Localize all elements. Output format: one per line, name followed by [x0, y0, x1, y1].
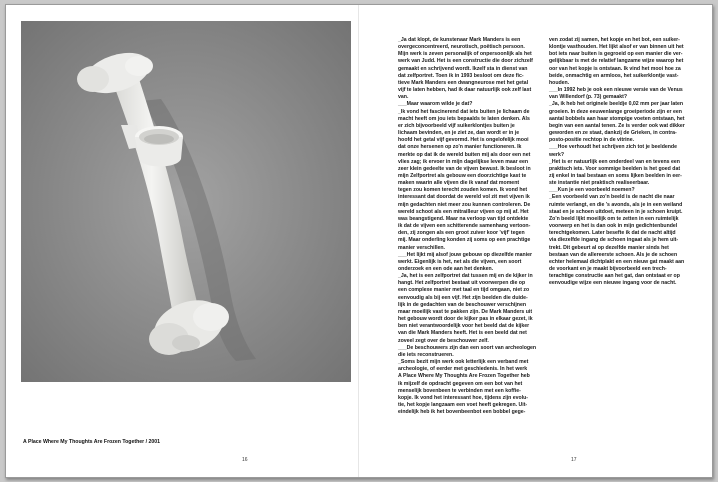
text-line: onderzoek en een ode aan het denken. — [398, 266, 494, 272]
text-line: lijk in de gedachten van de beschouwer verschijnen — [398, 301, 526, 308]
text-line: manier verschillen. — [398, 244, 445, 251]
text-line: bestaan van de allereerste schoen. Als je de schoen — [549, 251, 678, 258]
text-line: ven zodat zij samen, het kopje en het bot, een suiker- — [549, 37, 680, 43]
text-line: van Willendorf (p. 73) gemaakt? — [549, 94, 628, 101]
text-line: ___De beschouwers zijn dan een soort van archeologen — [398, 344, 537, 351]
text-line: mijn Zelfportret als gebouw een doorzichtige kast te — [398, 172, 527, 179]
text-line: hoofd het getal vijf gevormd. Het is ongelofelijk mooi — [398, 137, 529, 144]
text-line: ruimte verlangt, en die 's avonds, als je in een weiland — [549, 201, 683, 208]
text-line: het gebouw wordt door de kijker pas in elkaar gezet, ik — [398, 316, 533, 323]
text-line: groeien. In deze eeuwenlange groeiperiode zijn er een — [549, 108, 682, 115]
text-line: gelijkbaar is met de relatief langzame wijze waarop het — [549, 58, 684, 65]
text-line: maken waarin alle vijven die ik vanaf dat moment — [398, 180, 520, 187]
text-line: posto-positie rechtop in de vitrine. — [549, 137, 635, 144]
text-line: ik mijzelf de opdracht gegeven om een bot van het — [398, 380, 523, 387]
text-line: eindelijk heb ik het bovenbeenbot een bobbel gege- — [398, 409, 526, 416]
text-line: werk van Judd. Het is een constructie die door zichzelf — [398, 58, 533, 65]
photo-caption: A Place Where My Thoughts Are Frozen Together / 2001 — [23, 439, 161, 445]
text-line: terechtgekomen. Later besefte ik dat de nacht altijd — [549, 230, 676, 237]
text-line: kopje. Ik vond het interessant hoe, tijdens zijn evolu- — [398, 394, 528, 401]
text-line: beide, onmachtig en armloos, het suikerklontje vast- — [549, 72, 679, 79]
text-line: _Ik vond het fascinerend dat iets buiten je lichaam de — [398, 108, 530, 115]
text-line: werk? — [549, 151, 564, 158]
text-line: geworden en ze staat, dankzij de Grieken, in contra- — [549, 130, 677, 137]
text-line: tieve Mark Manders een dwangneurose met het getal — [398, 79, 529, 86]
text-column-1 — [398, 37, 537, 416]
text-line: ___Kun je een voorbeeld noemen? — [549, 187, 635, 194]
gutter — [358, 5, 359, 477]
text-line: een complexe manier met taal en tijd omgaan, niet zo — [398, 287, 530, 294]
text-line: voorwerp en het is dan ook in mijn gedichtenbundel — [549, 223, 678, 230]
page-number-right: 17 — [571, 457, 577, 463]
text-line: interessant dat doordat de wereld vol zit met vijven ik — [398, 194, 530, 201]
text-line: maar moeilijk vast te pakken zijn. De Mark Manders uit — [398, 308, 533, 315]
text-line: was beangstigend. Maar na verloop van tijd ontdekte — [398, 215, 529, 222]
text-line: klontje vasthouden. Het lijkt alsof er van binnen uit het — [549, 44, 684, 51]
text-line: aantal bobbels aan haar stompige voeten ontstaan, het — [549, 115, 685, 122]
text-line: werkt. Eigenlijk is het, net als die vijven, een soort — [398, 258, 522, 265]
text-line: _Soms bezit mijn werk ook letterlijk een verband met — [398, 359, 529, 366]
text-line: hangt. Het zelfportret bestaat uit voorwerpen die op — [398, 280, 526, 287]
text-line: zeer klein gedeelte van de vijven bewust. Ik besloot in — [398, 165, 531, 172]
text-line: ___In 1992 heb je ook een nieuwe versie van de Venus — [549, 87, 683, 94]
text-line: van. — [398, 94, 409, 101]
text-line: die iets reconstrueren. — [398, 351, 454, 358]
text-line: macht heeft om jou iets bepaalds te laten denken. Als — [398, 115, 530, 122]
text-line: eenvoudig als bij een vijf. Het zijn beelden die duide- — [398, 294, 528, 301]
text-line: _Het is er natuurlijk een onderdeel van en tevens een — [549, 158, 680, 165]
text-line: ik dat de vijven een schitterende samenhang vertoon- — [398, 223, 531, 230]
text-line: trekt. Dit gebeurt al op dezelfde manier sinds het — [549, 244, 669, 251]
text-line: vijf te laten hebben, had ik daar natuurlijk ook zelf last — [398, 87, 532, 94]
text-line: A Place Where My Thoughts Are Frozen Together heb — [398, 373, 530, 380]
text-line: ___Maar waarom wilde je dat? — [398, 101, 473, 108]
page-number-left: 16 — [242, 457, 248, 463]
text-line: wereld schoot als een mitrailleur vijven op mij af. Het — [398, 208, 529, 215]
text-line: echter helemaal dichtplakt en een nieuw gat maakt aan — [549, 258, 685, 265]
text-line: dat onze hersenen op zo'n manier functioneren. Ik — [398, 144, 522, 151]
text-line: bot iets naar buiten is gegroeid op een manier die ver- — [549, 51, 683, 58]
text-line: er zich bijvoorbeeld vijf suikerklontjes buiten je — [398, 122, 515, 129]
text-line: merkte op dat ik de wereld buiten mij als door een net — [398, 151, 531, 158]
text-line: zoveel zegt over de beschouwer zelf. — [398, 337, 489, 344]
text-line: zij enkel in taal bestaan en soms lijken beelden in eer- — [549, 172, 682, 179]
text-line: lichaam bevinden, en je ziet ze, dan wordt er in je — [398, 130, 520, 137]
text-line: mij. Maar onderling konden zij soms op een prachtige — [398, 237, 531, 244]
text-line: dat zelfportret. Toen ik in 1993 besloot om deze fic- — [398, 72, 524, 79]
text-line: terachtige constructie aan het gat, dan ontstaat er op — [549, 273, 680, 280]
text-line: _Ja dat klopt, de kunstenaar Mark Manders is een — [398, 37, 521, 43]
text-line: tegen zou komen terecht zouden komen. Ik vond het — [398, 187, 528, 194]
text-line: vlies zag; ik ervoer in mijn dagelijkse leven maar een — [398, 158, 529, 165]
text-line: praktisch iets. Voor sommige beelden is het goed dat — [549, 165, 681, 172]
text-line: ste instantie niet praktisch realiseerbaar. — [549, 180, 650, 187]
book-spread — [5, 4, 713, 478]
text-line: via diezelfde ingang de schoen ingaat als je hem uit- — [549, 237, 679, 244]
text-line: mijn gedachten niet meer zou kunnen controleren. De — [398, 201, 531, 208]
text-line: archeologie, of eerder met geschiedenis. In het werk — [398, 366, 528, 373]
text-column-2 — [549, 37, 689, 287]
text-line: oor van het kopje is ontstaan. Ik vind het mooi hoe za — [549, 65, 681, 72]
text-line: staat en je schoen uitdoet, meteen in je schoen kruipt. — [549, 208, 683, 215]
text-line: eenvoudige wijze een nieuwe ingang voor de nacht. — [549, 280, 677, 287]
text-line: begin van een aantal tenen. Ze is verder ook wat dikker — [549, 122, 685, 129]
text-line: Zo'n beeld lijkt moeilijk om te zetten in een ruimtelijk — [549, 215, 679, 222]
text-line: houden. — [549, 79, 570, 86]
text-line: overgeconcentreerd, neurotisch, poëtisch persoon. — [398, 44, 525, 51]
text-line: den, zij zongen als een groot zuiver koor 'vijf' tegen — [398, 230, 525, 237]
text-line: ___Het lijkt mij alsof jouw gebouw op diezelfde manier — [398, 251, 533, 258]
text-line: ___Hoe verhoudt het schrijven zich tot je beeldende — [549, 144, 677, 151]
text-line: Mijn werk is zeven personalijk of onpersoonlijk als het — [398, 51, 532, 58]
text-line: tie, het kopje langzaam een voet heeft gekregen. Uit- — [398, 401, 528, 408]
text-line: _Ja, ik heb het originele beeldje 0,02 mm per jaar laten — [549, 101, 684, 108]
text-line: _Een voorbeeld van zo'n beeld is de nacht die naar — [549, 194, 675, 201]
photograph — [21, 21, 351, 382]
text-line: gemaakt en schrijvend wordt. Ikzelf sta in dienst van — [398, 65, 528, 72]
text-line: van die Mark Manders heeft. Het is een beeld dat net — [398, 330, 527, 337]
text-line: menselijk bovenbeen te verbinden met een koffie- — [398, 387, 521, 394]
bone-cup-image — [21, 21, 351, 382]
text-line: de voorkant en je maakt bijvoorbeeld een trech- — [549, 266, 667, 272]
text-line: _Ja, het is een zelfportret dat tussen mij en de kijker in — [398, 273, 533, 280]
text-line: ben niet verantwoordelijk voor het beeld dat de kijker — [398, 323, 530, 330]
